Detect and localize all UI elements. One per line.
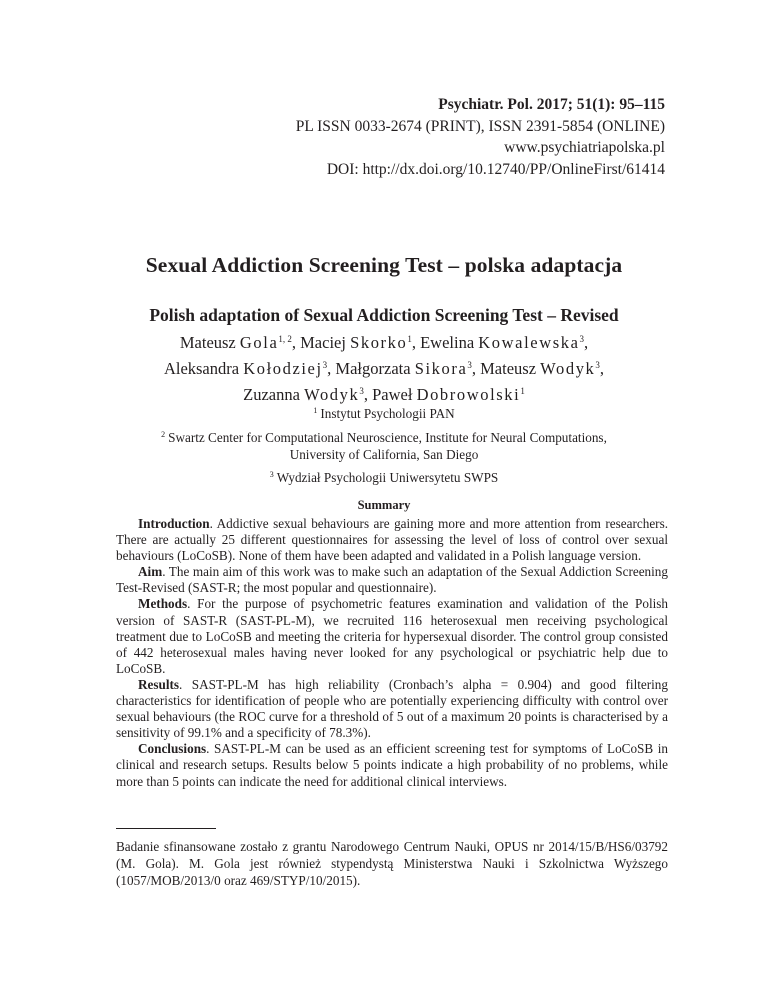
funding-footnote: Badanie sfinansowane zostało z grantu Narodowego Centrum Nauki, OPUS nr 2014/15/B/HS6/03792 (M. Gola). M. Gola jest również stypendystą Ministerstwa Nauki i Szkolnictwa Wyższego (1057/MOB/2013/0 oraz 469/STYP/10/2015). xyxy=(116,839,668,888)
article-title-english: Polish adaptation of Sexual Addiction Screening Test – Revised xyxy=(149,305,619,325)
abstract-conclusions: Conclusions. SAST-PL-M can be used as an efficient screening test for symptoms of LoCoSB in clinical and research setups. Results below 5 points indicate a high probability of no problems, while more than 5 points can indicate the need for additional clinical interviews. xyxy=(116,741,668,789)
journal-masthead xyxy=(145,94,665,180)
author: Paweł Dobrowolski$^1$ xyxy=(372,385,525,404)
author: Mateusz Wodyk$^3$, xyxy=(480,359,605,378)
author: Zuzanna Wodyk$^3$, xyxy=(243,385,373,404)
author: Mateusz Gola$^{1, 2}$, xyxy=(179,333,301,352)
abstract-body xyxy=(116,516,668,790)
abstract-introduction: Introduction. Addictive sexual behaviours are gaining more and more attention from researchers. There are actually 25 different questionnaires for assessing the level of loss of control over sexual behaviours (LoCoSB). None of them have been adapted and validated in a Polish language version. xyxy=(116,516,668,564)
author: Maciej Skorko$^1$, xyxy=(300,333,421,352)
footnote-divider xyxy=(116,828,216,829)
affiliation-item: $^3$ Wydział Psychologii Uniwersytetu SWPS xyxy=(269,470,499,485)
abstract-aim: Aim. The main aim of this work was to make such an adaptation of the Sexual Addiction Screening Test-Revised (SAST-R; the most popular and questionnaire). xyxy=(116,564,668,596)
author: Małgorzata Sikora$^3$, xyxy=(335,359,481,378)
abstract-results: Results. SAST-PL-M has high reliability (Cronbach’s alpha = 0.904) and good filtering characteristics for identification of people who are potentially experiencing difficulty with control over sexual behaviours (the ROC curve for a threshold of 5 out of a maximum 20 points is characterised by a sensitivity of 99.1% and a specificity of 78.3%). xyxy=(116,676,668,741)
author: Ewelina Kowalewska$^3$, xyxy=(420,333,589,352)
journal-citation: Psychiatr. Pol. 2017; 51(1): 95–115 xyxy=(438,96,665,113)
journal-website[interactable]: www.psychiatriapolska.pl xyxy=(504,139,665,156)
article-title-polish: Sexual Addiction Screening Test – polska adaptacja xyxy=(145,253,623,277)
author-list xyxy=(90,328,678,406)
summary-heading: Summary xyxy=(357,498,411,512)
affiliation-item: $^2$ Swartz Center for Computational Neuroscience, Institute for Neural Computations, University of California, San Diego xyxy=(161,430,607,462)
author: Aleksandra Kołodziej$^3$, xyxy=(163,359,336,378)
affiliation-item: $^1$ Instytut Psychologii PAN xyxy=(313,406,455,421)
journal-issn: PL ISSN 0033-2674 (PRINT), ISSN 2391-5854 (ONLINE) xyxy=(295,117,665,135)
affiliation-list xyxy=(90,402,678,486)
article-doi[interactable]: DOI: http://dx.doi.org/10.12740/PP/OnlineFirst/61414 xyxy=(326,160,665,178)
abstract-methods: Methods. For the purpose of psychometric features examination and validation of the Polish version of SAST-R (SAST-PL-M), we recruited 116 heterosexual men receiving psychological treatment due to LoCoSB and meeting the criteria for hypersexual disorder. The control group consisted of 442 heterosexual males having never looked for any psychological or psychiatric help due to LoCoSB. xyxy=(116,596,668,676)
